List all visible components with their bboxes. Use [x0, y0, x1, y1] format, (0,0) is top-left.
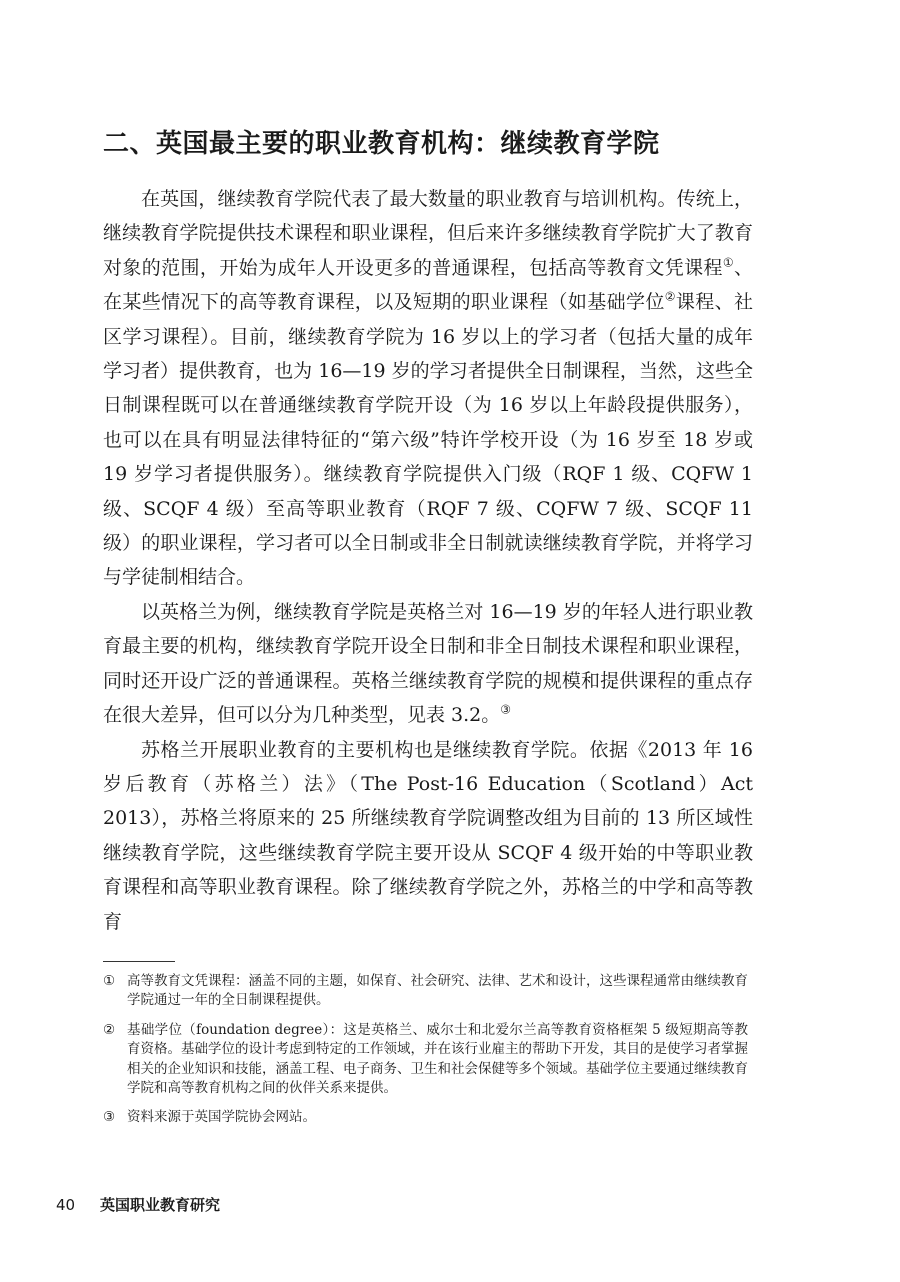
- paragraph-2-text: 以英格兰为例，继续教育学院是英格兰对 16—19 岁的年轻人进行职业教育最主要的机构，继续教育学院开设全日制和非全日制技术课程和职业课程，同时还开设广泛的普通课程。英格兰继续教育学院的规模和提供课程的重点存在很大差异，但可以分为几种类型，见表 3.2。: [103, 600, 753, 727]
- footnote-text: 基础学位（foundation degree）：这是英格兰、威尔士和北爱尔兰高等教育资格框架 5 级短期高等教育资格。基础学位的设计考虑到特定的工作领域，并在该行业雇主的帮助下开发，其目的是使学习者掌握相关的企业知识和技能，涵盖工程、电子商务、卫生和社会保健等多个领域。基础学位主要通过继续教育学院和高等教育机构之间的伙伴关系来提供。: [127, 1021, 748, 1097]
- footnote-mark: ①: [103, 973, 116, 989]
- page-footer: [56, 1194, 220, 1216]
- paragraph-2: [103, 595, 753, 733]
- footnote-1: [103, 972, 748, 1011]
- footnote-divider: [103, 961, 175, 962]
- section-heading: 二、英国最主要的职业教育机构：继续教育学院: [103, 129, 660, 159]
- paragraph-1-part-a: 在英国，继续教育学院代表了最大数量的职业教育与培训机构。传统上，继续教育学院提供技术课程和职业课程，但后来许多继续教育学院扩大了教育对象的范围，开始为成年人开设更多的普通课程，包括高等教育文凭课程: [103, 188, 753, 279]
- footnote-mark: ②: [103, 1021, 116, 1038]
- footnote-text: 资料来源于英国学院协会网站。: [127, 1109, 316, 1126]
- paragraph-1: [103, 182, 753, 595]
- footnote-ref-2[interactable]: ②: [664, 289, 676, 304]
- paragraph-1-part-c: 课程、社区学习课程）。目前，继续教育学院为 16 岁以上的学习者（包括大量的成年学习者）提供教育，也为 16—19 岁的学习者提供全日制课程，当然，这些全日制课程既可以在普通继续教育学院开设（为 16 岁以上年龄段提供服务），也可以在具有明显法律特征的“第六级”特许学校开设（为 16 岁至 18 岁或 19 岁学习者提供服务）。继续教育学院提供入门级（RQF 1 级、CQFW 1 级、SCQF 4 级）至高等职业教育（RQF 7 级、CQFW 7 级、SCQF 11 级）的职业课程，学习者可以全日制或非全日制就读继续教育学院，并将学习与学徒制相结合。: [103, 291, 753, 589]
- footnote-text: 高等教育文凭课程：涵盖不同的主题，如保育、社会研究、法律、艺术和设计，这些课程通常由继续教育学院通过一年的全日制课程提供。: [127, 973, 748, 1009]
- footnote-ref-3[interactable]: ③: [500, 702, 512, 717]
- book-title: 英国职业教育研究: [100, 1196, 221, 1214]
- footnotes: [103, 972, 748, 1138]
- paragraph-1-part-b: 、在某些情况下的高等教育课程，以及短期的职业课程（如基础学位: [103, 256, 753, 314]
- body-text: [103, 182, 753, 939]
- footnote-ref-1[interactable]: ①: [722, 255, 734, 270]
- page-number: 40: [56, 1196, 76, 1214]
- footnote-mark: ③: [103, 1109, 116, 1126]
- footnote-2: [103, 1021, 748, 1099]
- footnote-3: [103, 1108, 748, 1127]
- paragraph-3: 苏格兰开展职业教育的主要机构也是继续教育学院。依据《2013 年 16 岁后教育（苏格兰）法》（The Post-16 Education（Scotland）Act 2013），苏格兰将原来的 25 所继续教育学院调整改组为目前的 13 所区域性继续教育学院，这些继续教育学院主要开设从 SCQF 4 级开始的中等职业教育课程和高等职业教育课程。除了继续教育学院之外，苏格兰的中学和高等教育: [103, 738, 753, 933]
